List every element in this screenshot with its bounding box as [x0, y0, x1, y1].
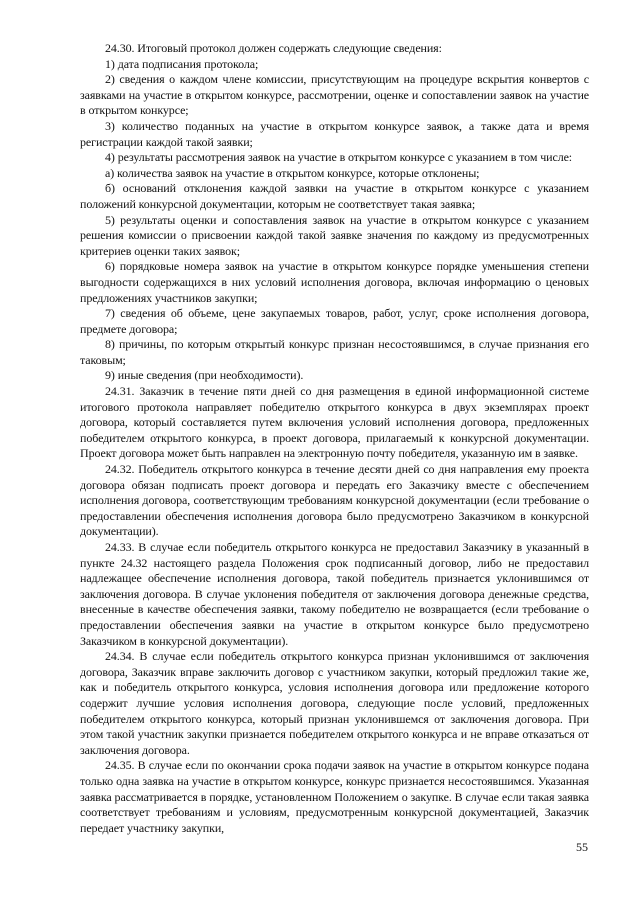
- paragraph: 3) количество поданных на участие в открытом конкурсе заявок, а также дата и время регистрации каждой такой заявки;: [80, 118, 589, 149]
- paragraph: 1) дата подписания протокола;: [105, 56, 259, 71]
- paragraph: 4) результаты рассмотрения заявок на участие в открытом конкурсе с указанием в том числе:: [105, 150, 573, 165]
- paragraph: 24.35. В случае если по окончании срока подачи заявок на участие в открытом конкурсе подана только одна заявка на участие в открытом конкурсе, конкурс признается несостоявшимся. Указанная заявка рассматривается в порядке, установленном Положением о закупке. В случае если такая заявка соответствует требованиям и условиям, предусмотренным конкурсной документацией, Заказчик передает участнику закупки,: [80, 758, 589, 835]
- paragraph: 24.33. В случае если победитель открытого конкурса не предоставил Заказчику в указанный в пункте 24.32 настоящего раздела Положения срок подписанный договор, либо не предоставил надлежащее обеспечение исполнения договора, такой победитель признается уклонившимся от заключения договора. В случае уклонения победителя от заключения договора денежные средства, внесенные в качестве обеспечения заявки, такому победителю не возвращается (если требование о предоставлении обеспечения заявки на участие в открытом конкурсе было предусмотрено Заказчиком в конкурсной документации).: [80, 540, 589, 648]
- paragraph: а) количества заявок на участие в открытом конкурсе, которые отклонены;: [105, 165, 480, 180]
- paragraph: 7) сведения об объеме, цене закупаемых товаров, работ, услуг, сроке исполнения договора, предмете договора;: [80, 306, 589, 336]
- document-body: [80, 41, 589, 836]
- paragraph: 6) порядковые номера заявок на участие в открытом конкурсе порядке уменьшения степени выгодности содержащихся в них условий исполнения договора, включая информацию о ценовых предложениях участников закупки;: [80, 259, 589, 305]
- paragraph: 24.32. Победитель открытого конкурса в течение десяти дней со дня направления ему проекта договора обязан подписать проект договора и передать его Заказчику вместе с обеспечением исполнения договора, соответствующим требованиям конкурсной документации (если требование о предоставлении обеспечения исполнения договора было предусмотрено Заказчиком в конкурсной документации).: [80, 462, 589, 539]
- paragraph: 9) иные сведения (при необходимости).: [105, 368, 304, 383]
- paragraph: 24.31. Заказчик в течение пяти дней со дня размещения в единой информационной системе итогового протокола направляет победителю открытого конкурса в двух экземплярах проект договора, который составляется путем включения условий исполнения договора, предложенных победителем открытого конкурса, в проект договора, прилагаемый к конкурсной документации. Проект договора может быть направлен на электронную почту победителя, указанную им в заявке.: [80, 384, 589, 461]
- paragraph: 24.30. Итоговый протокол должен содержать следующие сведения:: [105, 41, 442, 55]
- paragraph: 24.34. В случае если победитель открытого конкурса признан уклонившимся от заключения договора, Заказчик вправе заключить договор с участником закупки, который предложил такие же, как и победитель открытого конкурса, условия исполнения договора или предложение которого содержит лучшие условия исполнения договора, следующие после условий, предложенных победителем открытого конкурса, который признан уклонившемся от заключения договора. При этом такой участник закупки признается победителем открытого конкурса и не вправе отказаться от заключения договора.: [80, 649, 589, 757]
- page-number: 55: [576, 840, 588, 854]
- paragraph: б) оснований отклонения каждой заявки на участие в открытом конкурсе с указанием положений конкурсной документации, которым не соответствует такая заявка;: [80, 181, 589, 211]
- paragraph: 5) результаты оценки и сопоставления заявок на участие в открытом конкурсе с указанием решения комиссии о присвоении каждой такой заявке значения по каждому из предусмотренных критериев оценки таких заявок;: [80, 212, 589, 258]
- paragraph: 8) причины, по которым открытый конкурс признан несостоявшимся, в случае признания его таковым;: [80, 337, 589, 367]
- paragraph: 2) сведения о каждом члене комиссии, присутствующим на процедуре вскрытия конвертов с заявками на участие в открытом конкурсе, рассмотрении, оценке и сопоставлении заявок на участие в открытом конкурсе;: [80, 72, 589, 118]
